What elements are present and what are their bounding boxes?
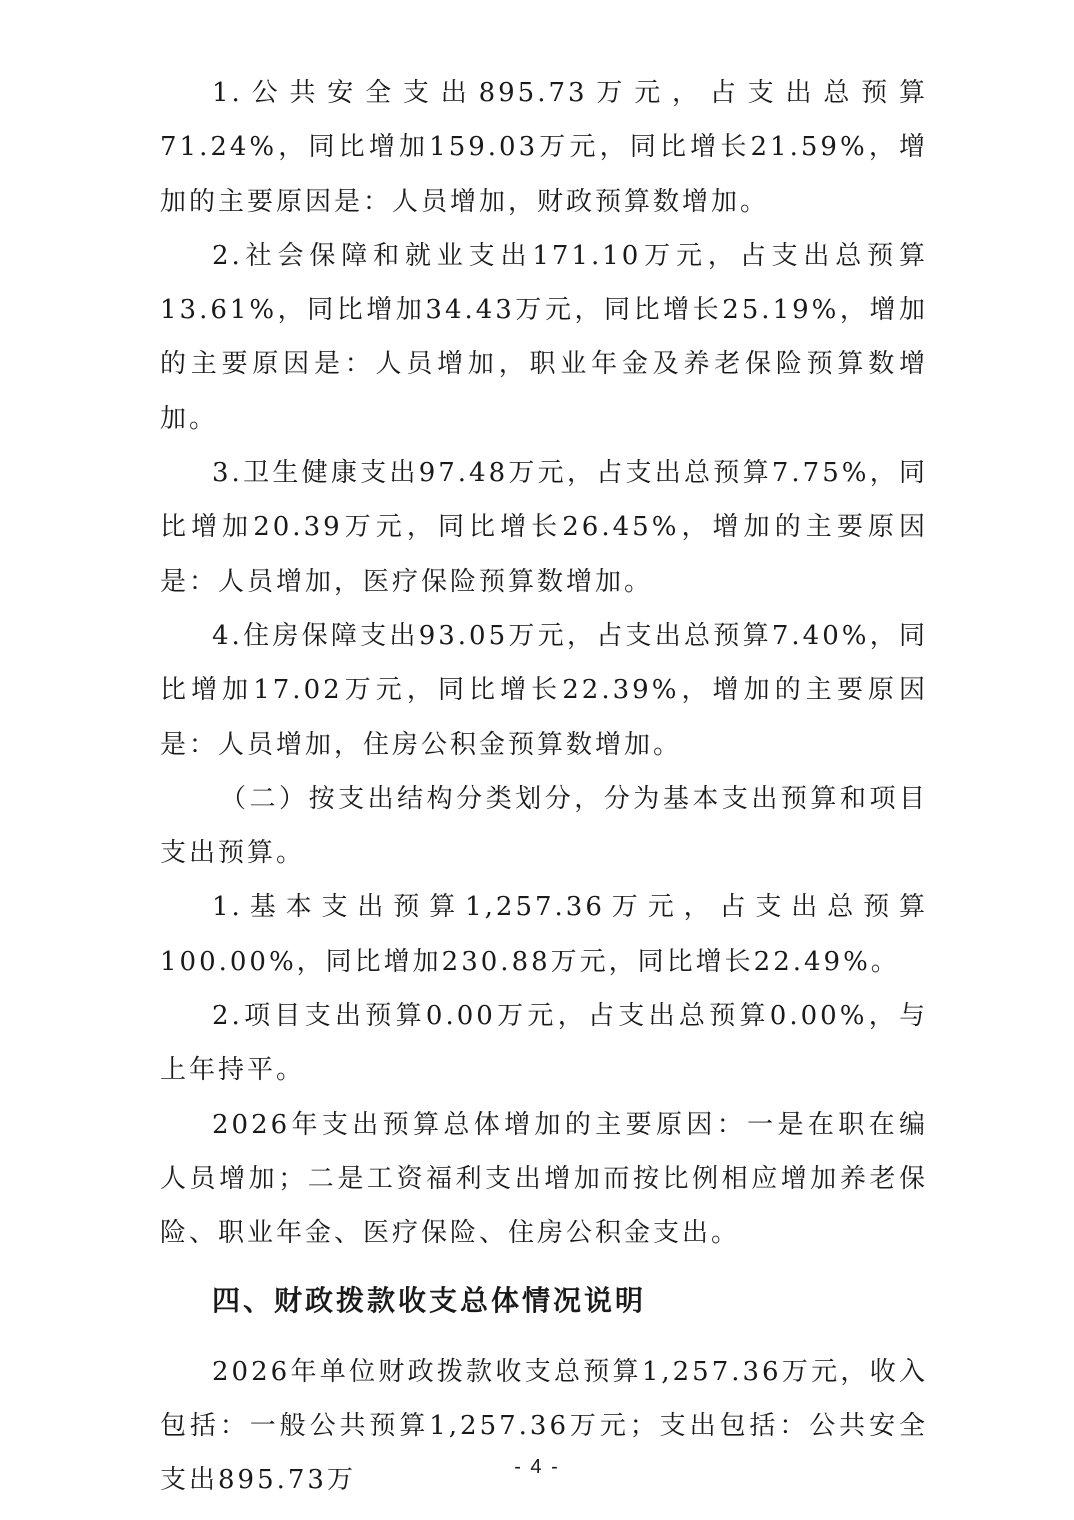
paragraph-basic-expenditure: 1.基本支出预算1,257.36万元，占支出总预算100.00%，同比增加230.88万元，同比增长22.49%。 bbox=[160, 892, 928, 977]
paragraph-fiscal-summary: 2026年单位财政拨款收支总预算1,257.36万元，收入包括：一般公共预算1,257.36万元；支出包括：公共安全支出895.73万 bbox=[160, 1356, 928, 1496]
paragraph-structure-classification: （二）按支出结构分类划分，分为基本支出预算和项目支出预算。 bbox=[160, 783, 928, 869]
paragraph-increase-reasons: 2026年支出预算总体增加的主要原因：一是在职在编人员增加；二是工资福利支出增加而按比例相应增加养老保险、职业年金、医疗保险、住房公积金支出。 bbox=[160, 1109, 928, 1249]
page-number: - 4 - bbox=[514, 1456, 560, 1478]
paragraph-public-security: 1.公共安全支出895.73万元，占支出总预算71.24%，同比增加159.03万元，同比增长21.59%，增加的主要原因是：人员增加，财政预算数增加。 bbox=[160, 78, 928, 217]
paragraph-housing: 4.住房保障支出93.05万元，占支出总预算7.40%，同比增加17.02万元，同比增长22.39%，增加的主要原因是：人员增加，住房公积金预算数增加。 bbox=[160, 620, 928, 760]
document-body bbox=[160, 66, 928, 1507]
paragraph-social-security: 2.社会保障和就业支出171.10万元，占支出总预算13.61%，同比增加34.43万元，同比增长25.19%，增加的主要原因是：人员增加，职业年金及养老保险预算数增加。 bbox=[160, 240, 928, 434]
paragraph-project-expenditure: 2.项目支出预算0.00万元，占支出总预算0.00%，与上年持平。 bbox=[160, 1001, 928, 1086]
section-heading: 四、财政拨款收支总体情况说明 bbox=[212, 1283, 647, 1317]
paragraph-health: 3.卫生健康支出97.48万元，占支出总预算7.75%，同比增加20.39万元，同比增长26.45%，增加的主要原因是：人员增加，医疗保险预算数增加。 bbox=[160, 458, 928, 597]
